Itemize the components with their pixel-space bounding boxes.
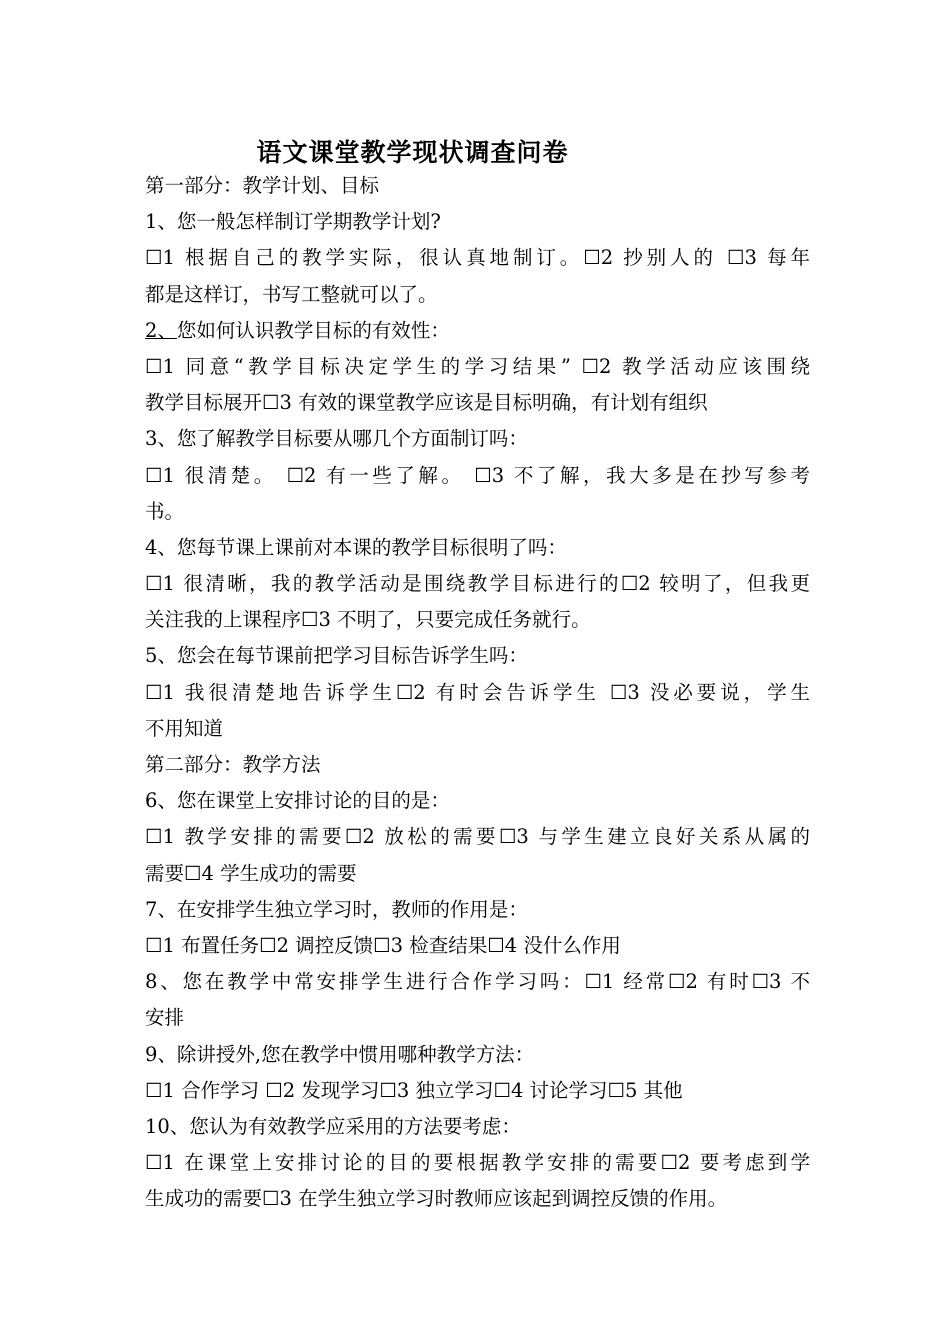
- question-8: 8、您在教学中常安排学生进行合作学习吗：☐1 经常☐2 有时☐3 不: [145, 970, 810, 994]
- question-9: 9、除讲授外,您在教学中惯用哪种教学方法：: [145, 1042, 535, 1066]
- question-2: [145, 313, 810, 349]
- document-title: 语文课堂教学现状调查问卷: [256, 138, 569, 167]
- question-10: 10、您认为有效教学应采用的方法要考虑：: [145, 1114, 521, 1138]
- question-2-options-cont: 教学目标展开☐3 有效的课堂教学应该是目标明确，有计划有组织: [145, 391, 708, 415]
- question-1-options: ☐1 根据自己的教学实际，很认真地制订。☐2 抄别人的 ☐3 每年: [145, 246, 810, 270]
- question-6-options-cont: 需要☐4 学生成功的需要: [145, 861, 357, 885]
- question-6: 6、您在课堂上安排讨论的目的是：: [145, 789, 450, 813]
- section-heading: 第一部分：教学计划、目标: [145, 174, 380, 197]
- question-10-options-cont: 生成功的需要☐3 在学生独立学习时教师应该起到调控反馈的作用。: [145, 1187, 728, 1211]
- question-7-options: ☐1 布置任务☐2 调控反馈☐3 检查结果☐4 没什么作用: [145, 933, 621, 957]
- question-5: 5、您会在每节课前把学习目标告诉学生吗：: [145, 644, 528, 668]
- question-2-text: 您如何认识教学目标的有效性：: [176, 318, 450, 342]
- question-4-options: ☐1 很清晰，我的教学活动是围绕教学目标进行的☐2 较明了，但我更: [145, 572, 810, 596]
- question-3-options-cont: 书。: [145, 499, 185, 523]
- question-3-options: ☐1 很清楚。 ☐2 有一些了解。 ☐3 不了解，我大多是在抄写参考: [145, 463, 810, 487]
- question-8-options-cont: 安排: [145, 1006, 185, 1030]
- question-3: 3、您了解教学目标要从哪几个方面制订吗：: [145, 427, 528, 451]
- question-5-options-cont: 不用知道: [145, 716, 224, 740]
- question-1: 1、您一般怎样制订学期教学计划?: [145, 210, 441, 234]
- question-4: 4、您每节课上课前对本课的教学目标很明了吗：: [145, 535, 567, 559]
- question-9-options: ☐1 合作学习 ☐2 发现学习☐3 独立学习☐4 讨论学习☐5 其他: [145, 1078, 683, 1102]
- question-6-options: ☐1 教学安排的需要☐2 放松的需要☐3 与学生建立良好关系从属的: [145, 825, 810, 849]
- document-body: [145, 168, 810, 1217]
- question-1-options-cont: 都是这样订，书写工整就可以了。: [145, 282, 438, 306]
- question-10-options: ☐1 在课堂上安排讨论的目的要根据教学安排的需要☐2 要考虑到学: [145, 1151, 810, 1175]
- section-heading: 第二部分：教学方法: [145, 753, 321, 776]
- question-2-options: ☐1 同意“教学目标决定学生的学习结果” ☐2 教学活动应该围绕: [145, 354, 810, 378]
- question-2-number: 2、: [145, 318, 177, 342]
- question-4-options-cont: 关注我的上课程序☐3 不明了，只要完成任务就行。: [145, 608, 591, 632]
- question-7: 7、在安排学生独立学习时，教师的作用是：: [145, 897, 528, 921]
- question-5-options: ☐1 我很清楚地告诉学生☐2 有时会告诉学生 ☐3 没必要说，学生: [145, 680, 810, 704]
